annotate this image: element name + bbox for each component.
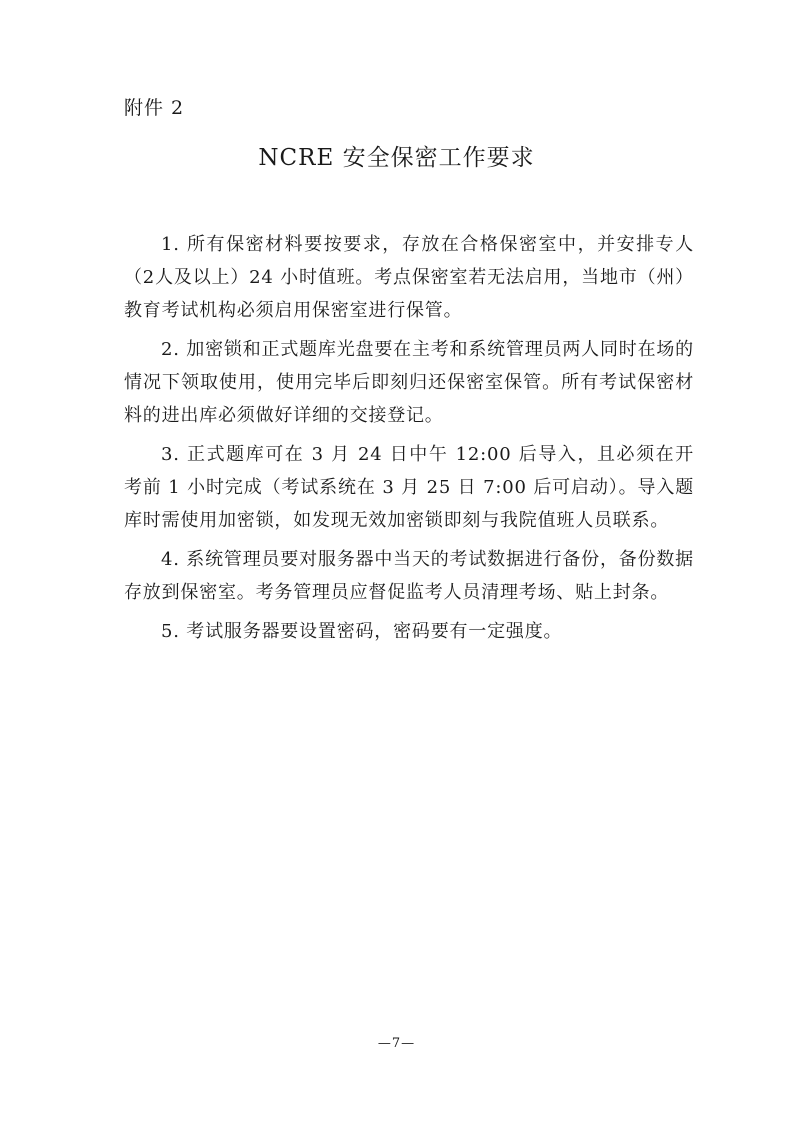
page-number: —7—: [377, 1036, 416, 1051]
requirement-paragraph-3: 3. 正式题库可在 3 月 24 日中午 12:00 后导入，且必须在开考前 1 小时完成（考试系统在 3 月 25 日 7:00 后可启动）。导入题库时需使用加密锁，如发现无效加密锁即刻与我院值班人员联系。: [124, 444, 694, 531]
requirement-paragraph-5: 5. 考试服务器要设置密码，密码要有一定强度。: [161, 621, 563, 642]
attachment-label: 附件 2: [124, 97, 185, 119]
document-body: [124, 228, 694, 654]
requirement-paragraph-1: 1. 所有保密材料要按要求，存放在合格保密室中，并安排专人（2人及以上）24 小时值班。考点保密室若无法启用，当地市（州）教育考试机构必须启用保密室进行保管。: [124, 234, 694, 321]
document-title: NCRE 安全保密工作要求: [258, 145, 535, 171]
requirement-paragraph-2: 2. 加密锁和正式题库光盘要在主考和系统管理员两人同时在场的情况下领取使用，使用完毕后即刻归还保密室保管。所有考试保密材料的进出库必须做好详细的交接登记。: [124, 339, 694, 426]
requirement-paragraph-4: 4. 系统管理员要对服务器中当天的考试数据进行备份，备份数据存放到保密室。考务管理员应督促监考人员清理考场、贴上封条。: [124, 549, 694, 603]
